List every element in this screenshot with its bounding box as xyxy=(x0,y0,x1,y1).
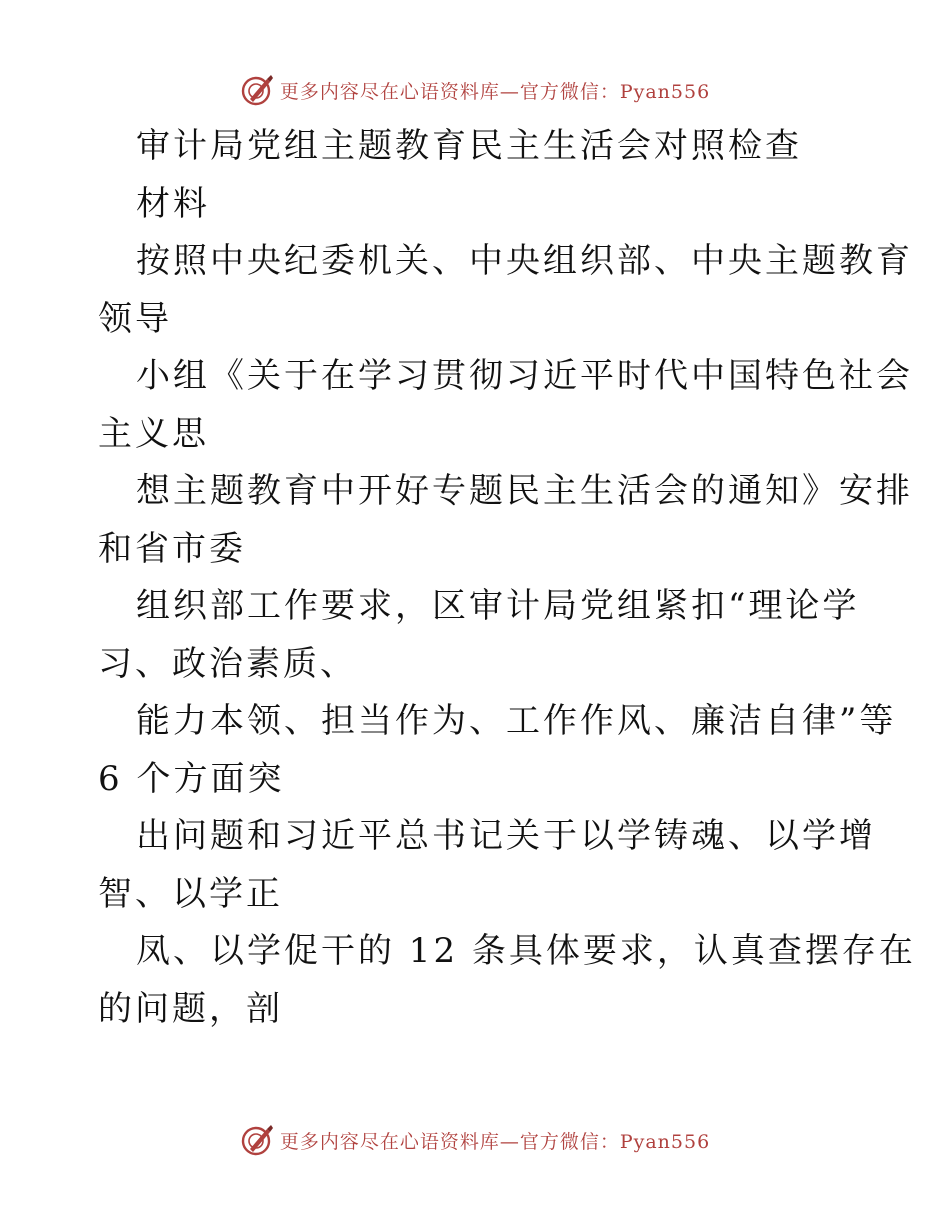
document-line: 领导 xyxy=(98,298,172,339)
document-line: 按照中央纪委机关、中央组织部、中央主题教育 xyxy=(136,241,913,281)
header-watermark-banner xyxy=(0,70,950,110)
document-line: 能力本领、担当作为、工作作风、廉洁自律”等 xyxy=(136,701,897,741)
document-line: 凤、以学促干的 12 条具体要求，认真查摆存在 xyxy=(136,931,916,971)
document-line: 组织部工作要求，区审计局党组紧扣“理论学 xyxy=(136,586,860,626)
pen-circle-logo-icon xyxy=(240,73,274,107)
document-line: 习、政治素质、 xyxy=(98,643,357,684)
document-line: 材料 xyxy=(136,183,210,224)
document-line: 出问题和习近平总书记关于以学铸魂、以学增 xyxy=(136,816,876,856)
footer-watermark-banner xyxy=(0,1120,950,1160)
document-line: 主义思 xyxy=(98,413,209,454)
document-line: 和省市委 xyxy=(98,528,246,569)
document-line: 审计局党组主题教育民主生活会对照检查 xyxy=(136,126,802,166)
document-line: 小组《关于在学习贯彻习近平时代中国特色社会 xyxy=(136,356,913,396)
document-line: 想主题教育中开好专题民主生活会的通知》安排 xyxy=(136,471,913,511)
document-line: 智、以学正 xyxy=(98,873,283,914)
document-body xyxy=(98,118,916,1038)
pen-circle-logo-icon xyxy=(240,1123,274,1157)
footer-banner-inner xyxy=(240,1123,710,1157)
document-line: 的问题，剖 xyxy=(98,988,283,1029)
header-banner-text: 更多内容尽在心语资料库—官方微信：Pyan556 xyxy=(279,80,711,103)
footer-banner-text: 更多内容尽在心语资料库—官方微信：Pyan556 xyxy=(279,1130,711,1153)
document-line: 6 个方面突 xyxy=(98,758,285,799)
header-banner-inner xyxy=(240,73,710,107)
